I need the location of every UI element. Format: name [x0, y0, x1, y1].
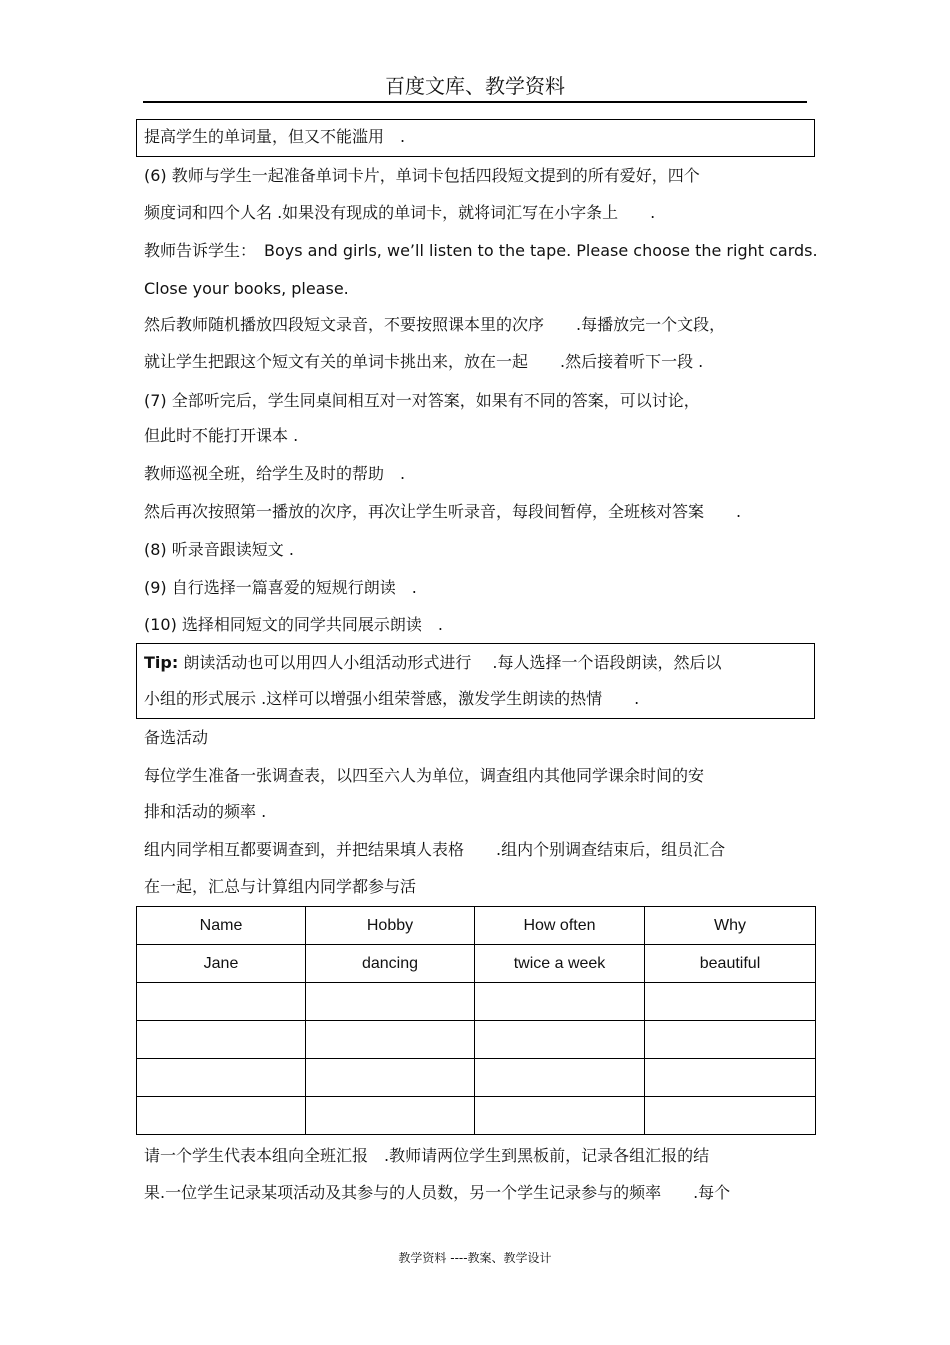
step-7-line-1: (7) 全部听完后，学生同桌间相互对一对答案，如果有不同的答案，可以讨论， [144, 391, 700, 410]
table-cell: dancing [306, 945, 475, 983]
table-cell: beautiful [645, 945, 816, 983]
header-why: Why [645, 907, 816, 945]
teacher-patrol: 教师巡视全班，给学生及时的帮助 . [144, 464, 406, 483]
table-cell [306, 983, 475, 1021]
table-cell: twice a week [475, 945, 645, 983]
survey-intro-3: 组内同学相互都要调查到，并把结果填人表格 .组内个别调查结束后，组员汇合 [144, 840, 726, 859]
table-header-row [137, 907, 816, 945]
table-cell [475, 1097, 645, 1135]
step-6-line-2: 频度词和四个人名 .如果没有现成的单词卡，就将词汇写在小字条上 . [144, 203, 656, 222]
table-cell [475, 983, 645, 1021]
page-header-title: 百度文库、教学资料 [385, 74, 565, 98]
header-divider [143, 101, 807, 103]
playback-line-2: 就让学生把跟这个短文有关的单词卡挑出来，放在一起 .然后接着听下一段 . [144, 352, 704, 371]
table-row [137, 1097, 816, 1135]
survey-intro-4: 在一起，汇总与计算组内同学都参与活 [144, 877, 417, 896]
table-cell [645, 983, 816, 1021]
step-9: (9) 自行选择一篇喜爱的短规行朗读 . [144, 578, 417, 597]
table-row [137, 1021, 816, 1059]
step-10: (10) 选择相同短文的同学共同展示朗读 . [144, 615, 444, 634]
step-6-line-1: (6) 教师与学生一起准备单词卡片，单词卡包括四段短文提到的所有爱好，四个 [144, 166, 700, 185]
table-cell [137, 1021, 306, 1059]
table-cell [645, 1097, 816, 1135]
survey-intro-2: 排和活动的频率 . [144, 802, 267, 821]
survey-table [136, 906, 816, 1135]
teacher-instruction: 教师告诉学生： Boys and girls, we’ll listen to the tape. Please choose the right cards. [144, 241, 818, 260]
table-cell [137, 1097, 306, 1135]
tip-line-1 [144, 652, 722, 674]
tip-text-1: 朗读活动也可以用四人小组活动形式进行 .每人选择一个语段朗读，然后以 [178, 653, 722, 672]
table-cell [306, 1059, 475, 1097]
header-hobby: Hobby [306, 907, 475, 945]
header-how-often: How often [475, 907, 645, 945]
step-7-line-2: 但此时不能打开课本 . [144, 426, 299, 445]
header-name: Name [137, 907, 306, 945]
table-cell [306, 1021, 475, 1059]
report-line-1: 请一个学生代表本组向全班汇报 .教师请两位学生到黑板前，记录各组汇报的结 [144, 1146, 710, 1165]
note-box-text: 提高学生的单词量，但又不能滥用 . [144, 127, 406, 146]
tip-line-2: 小组的形式展示 .这样可以增强小组荣誉感，激发学生朗读的热情 . [144, 689, 640, 708]
page-footer: 教学资料 ----教案、教学设计 [398, 1251, 552, 1265]
table-cell [137, 983, 306, 1021]
survey-intro-1: 每位学生准备一张调查表，以四至六人为单位，调查组内其他同学课余时间的安 [144, 766, 705, 785]
step-8: (8) 听录音跟读短文 . [144, 540, 294, 559]
table-cell [645, 1059, 816, 1097]
table-row [137, 945, 816, 983]
optional-activity-heading: 备选活动 [144, 728, 209, 747]
table-cell [137, 1059, 306, 1097]
playback-line-1: 然后教师随机播放四段短文录音，不要按照课本里的次序 .每播放完一个文段， [144, 315, 726, 334]
table-cell [306, 1097, 475, 1135]
report-line-2: 果.一位学生记录某项活动及其参与的人员数，另一个学生记录参与的频率 .每个 [144, 1183, 731, 1202]
table-row [137, 983, 816, 1021]
table-cell [645, 1021, 816, 1059]
table-cell [475, 1021, 645, 1059]
tip-label: Tip: [144, 653, 179, 672]
teacher-instruction-cont: Close your books, please. [144, 279, 349, 298]
table-row [137, 1059, 816, 1097]
replay-check: 然后再次按照第一播放的次序，再次让学生听录音，每段间暂停，全班核对答案 . [144, 502, 742, 521]
table-cell: Jane [137, 945, 306, 983]
table-cell [475, 1059, 645, 1097]
